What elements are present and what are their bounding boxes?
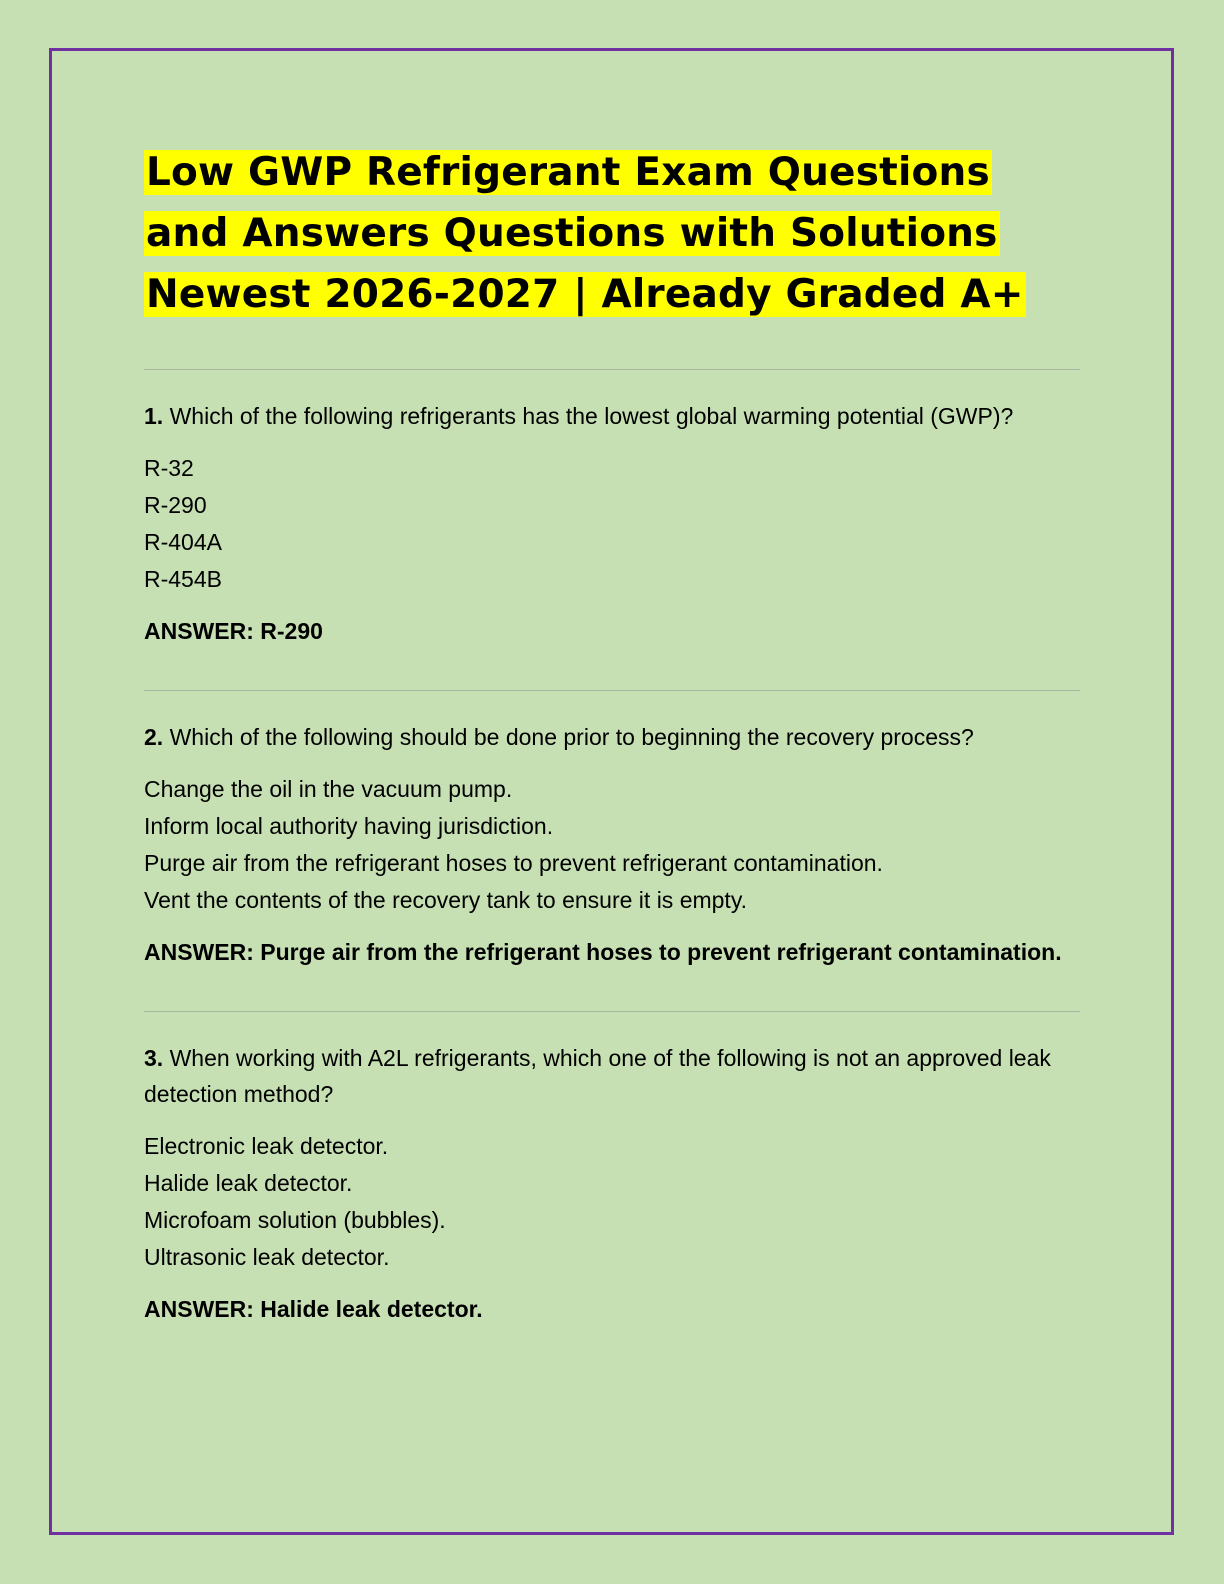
options-list [144, 771, 1080, 919]
option: Halide leak detector. [144, 1170, 353, 1196]
question-text [144, 719, 1080, 755]
question-3 [144, 1012, 1080, 1368]
question-number: 2. [144, 724, 164, 750]
question-text [144, 398, 1080, 434]
option: R-32 [144, 455, 194, 481]
question-body: When working with A2L refrigerants, which one of the following is not an approved leak detection method? [144, 1045, 1051, 1107]
options-list [144, 1128, 1080, 1276]
answer: ANSWER: Purge air from the refrigerant hoses to prevent refrigerant contamination. [144, 939, 1062, 965]
document-content [144, 142, 1080, 1368]
question-number: 1. [144, 403, 164, 429]
option: Microfoam solution (bubbles). [144, 1207, 446, 1233]
question-2 [144, 691, 1080, 1011]
option: Change the oil in the vacuum pump. [144, 776, 513, 802]
option: R-404A [144, 529, 222, 555]
options-list [144, 450, 1080, 598]
option: Ultrasonic leak detector. [144, 1244, 390, 1270]
option: Electronic leak detector. [144, 1133, 389, 1159]
document-title [144, 142, 1080, 325]
question-1 [144, 370, 1080, 690]
option: Purge air from the refrigerant hoses to prevent refrigerant contamination. [144, 850, 883, 876]
title-highlight: Low GWP Refrigerant Exam Questions and Answers Questions with Solutions Newest 2026-2027 | Already Graded A+ [146, 150, 1024, 317]
answer: ANSWER: Halide leak detector. [144, 1296, 483, 1322]
question-body: Which of the following should be done prior to beginning the recovery process? [169, 724, 974, 750]
option: Inform local authority having jurisdiction. [144, 813, 554, 839]
option: R-454B [144, 566, 222, 592]
option: Vent the contents of the recovery tank to ensure it is empty. [144, 887, 748, 913]
question-body: Which of the following refrigerants has the lowest global warming potential (GWP)? [169, 403, 1014, 429]
answer: ANSWER: R-290 [144, 618, 323, 644]
question-number: 3. [144, 1045, 164, 1071]
option: R-290 [144, 492, 207, 518]
question-text [144, 1040, 1080, 1112]
